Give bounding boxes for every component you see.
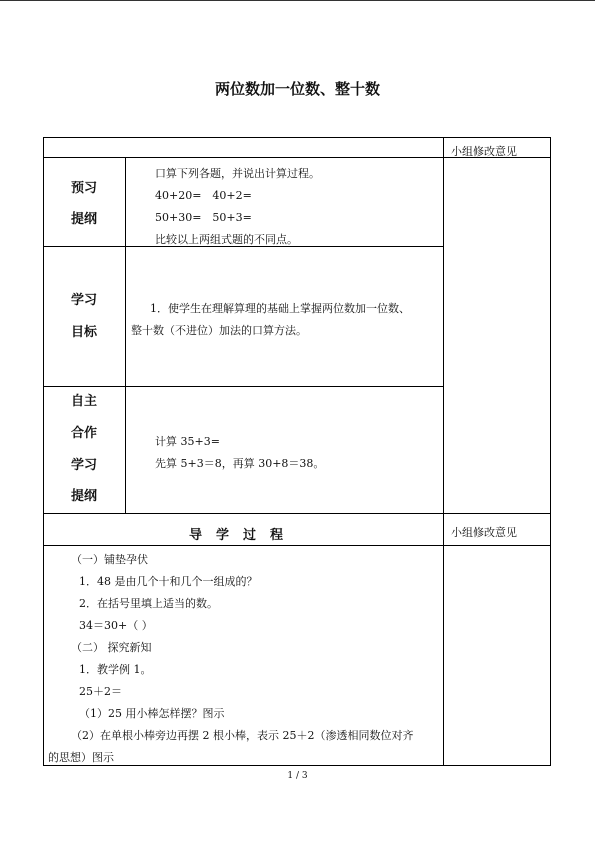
preview-label-line-2: 提纲 [70, 212, 97, 227]
selfstudy-label-line-4: 提纲 [70, 489, 97, 504]
guide-process-heading: 导学过程 [188, 528, 297, 543]
preview-line-3: 50+30= 50+3= [155, 211, 252, 224]
process-line-9: （2）在单根小棒旁边再摆 2 根小棒，表示 25＋2（渗透相同数位对齐 [71, 729, 414, 742]
preview-line-2: 40+20= 40+2= [155, 189, 252, 202]
process-line-7: 25＋2＝ [79, 685, 122, 698]
process-line-4: 34＝30+（ ） [79, 619, 153, 632]
page-top-rule [0, 0, 595, 1]
goals-label-line-1: 学习 [70, 293, 97, 308]
process-line-2: 1．48 是由几个十和几个一组成的？ [79, 575, 258, 588]
table-row-divider-selfstudy [43, 513, 550, 514]
process-line-1: （一）铺垫孕伏 [71, 553, 148, 566]
goals-line-1: 1．使学生在理解算理的基础上掌握两位数加一位数、 [150, 302, 410, 315]
process-line-6: 1．教学例 1。 [79, 663, 152, 676]
selfstudy-line-1: 计算 35+3= [155, 435, 220, 448]
page-title: 两位数加一位数、整十数 [214, 80, 380, 98]
page-number: 1 / 3 [287, 771, 308, 781]
preview-line-4: 比较以上两组式题的不同点。 [155, 233, 298, 246]
table-border-right [550, 137, 551, 766]
side-column-header-2: 小组修改意见 [451, 526, 517, 539]
side-column-header: 小组修改意见 [451, 145, 517, 158]
table-border-top [43, 137, 550, 138]
process-line-3: 2．在括号里填上适当的数。 [79, 597, 218, 610]
selfstudy-label-line-3: 学习 [70, 458, 97, 473]
preview-label-line-1: 预习 [70, 181, 97, 196]
process-line-5: （二） 探究新知 [71, 641, 152, 654]
table-label-column-divider [125, 157, 126, 514]
process-line-10: 的思想）图示 [48, 751, 114, 764]
preview-line-1: 口算下列各题，并说出计算过程。 [155, 167, 320, 180]
goals-label-line-2: 目标 [70, 325, 97, 340]
selfstudy-label-line-2: 合作 [70, 426, 97, 441]
table-side-column-divider [443, 137, 444, 766]
goals-line-2: 整十数（不进位）加法的口算方法。 [131, 324, 307, 337]
process-line-8: （1）25 用小棒怎样摆？图示 [79, 707, 225, 720]
selfstudy-label-line-1: 自主 [70, 394, 97, 409]
selfstudy-line-2: 先算 5+3＝8，再算 30+8＝38。 [155, 457, 325, 470]
table-border-bottom [43, 765, 550, 766]
table-row-divider-goals [43, 386, 443, 387]
table-row-divider-guide [43, 545, 550, 546]
table-border-left [43, 137, 44, 766]
